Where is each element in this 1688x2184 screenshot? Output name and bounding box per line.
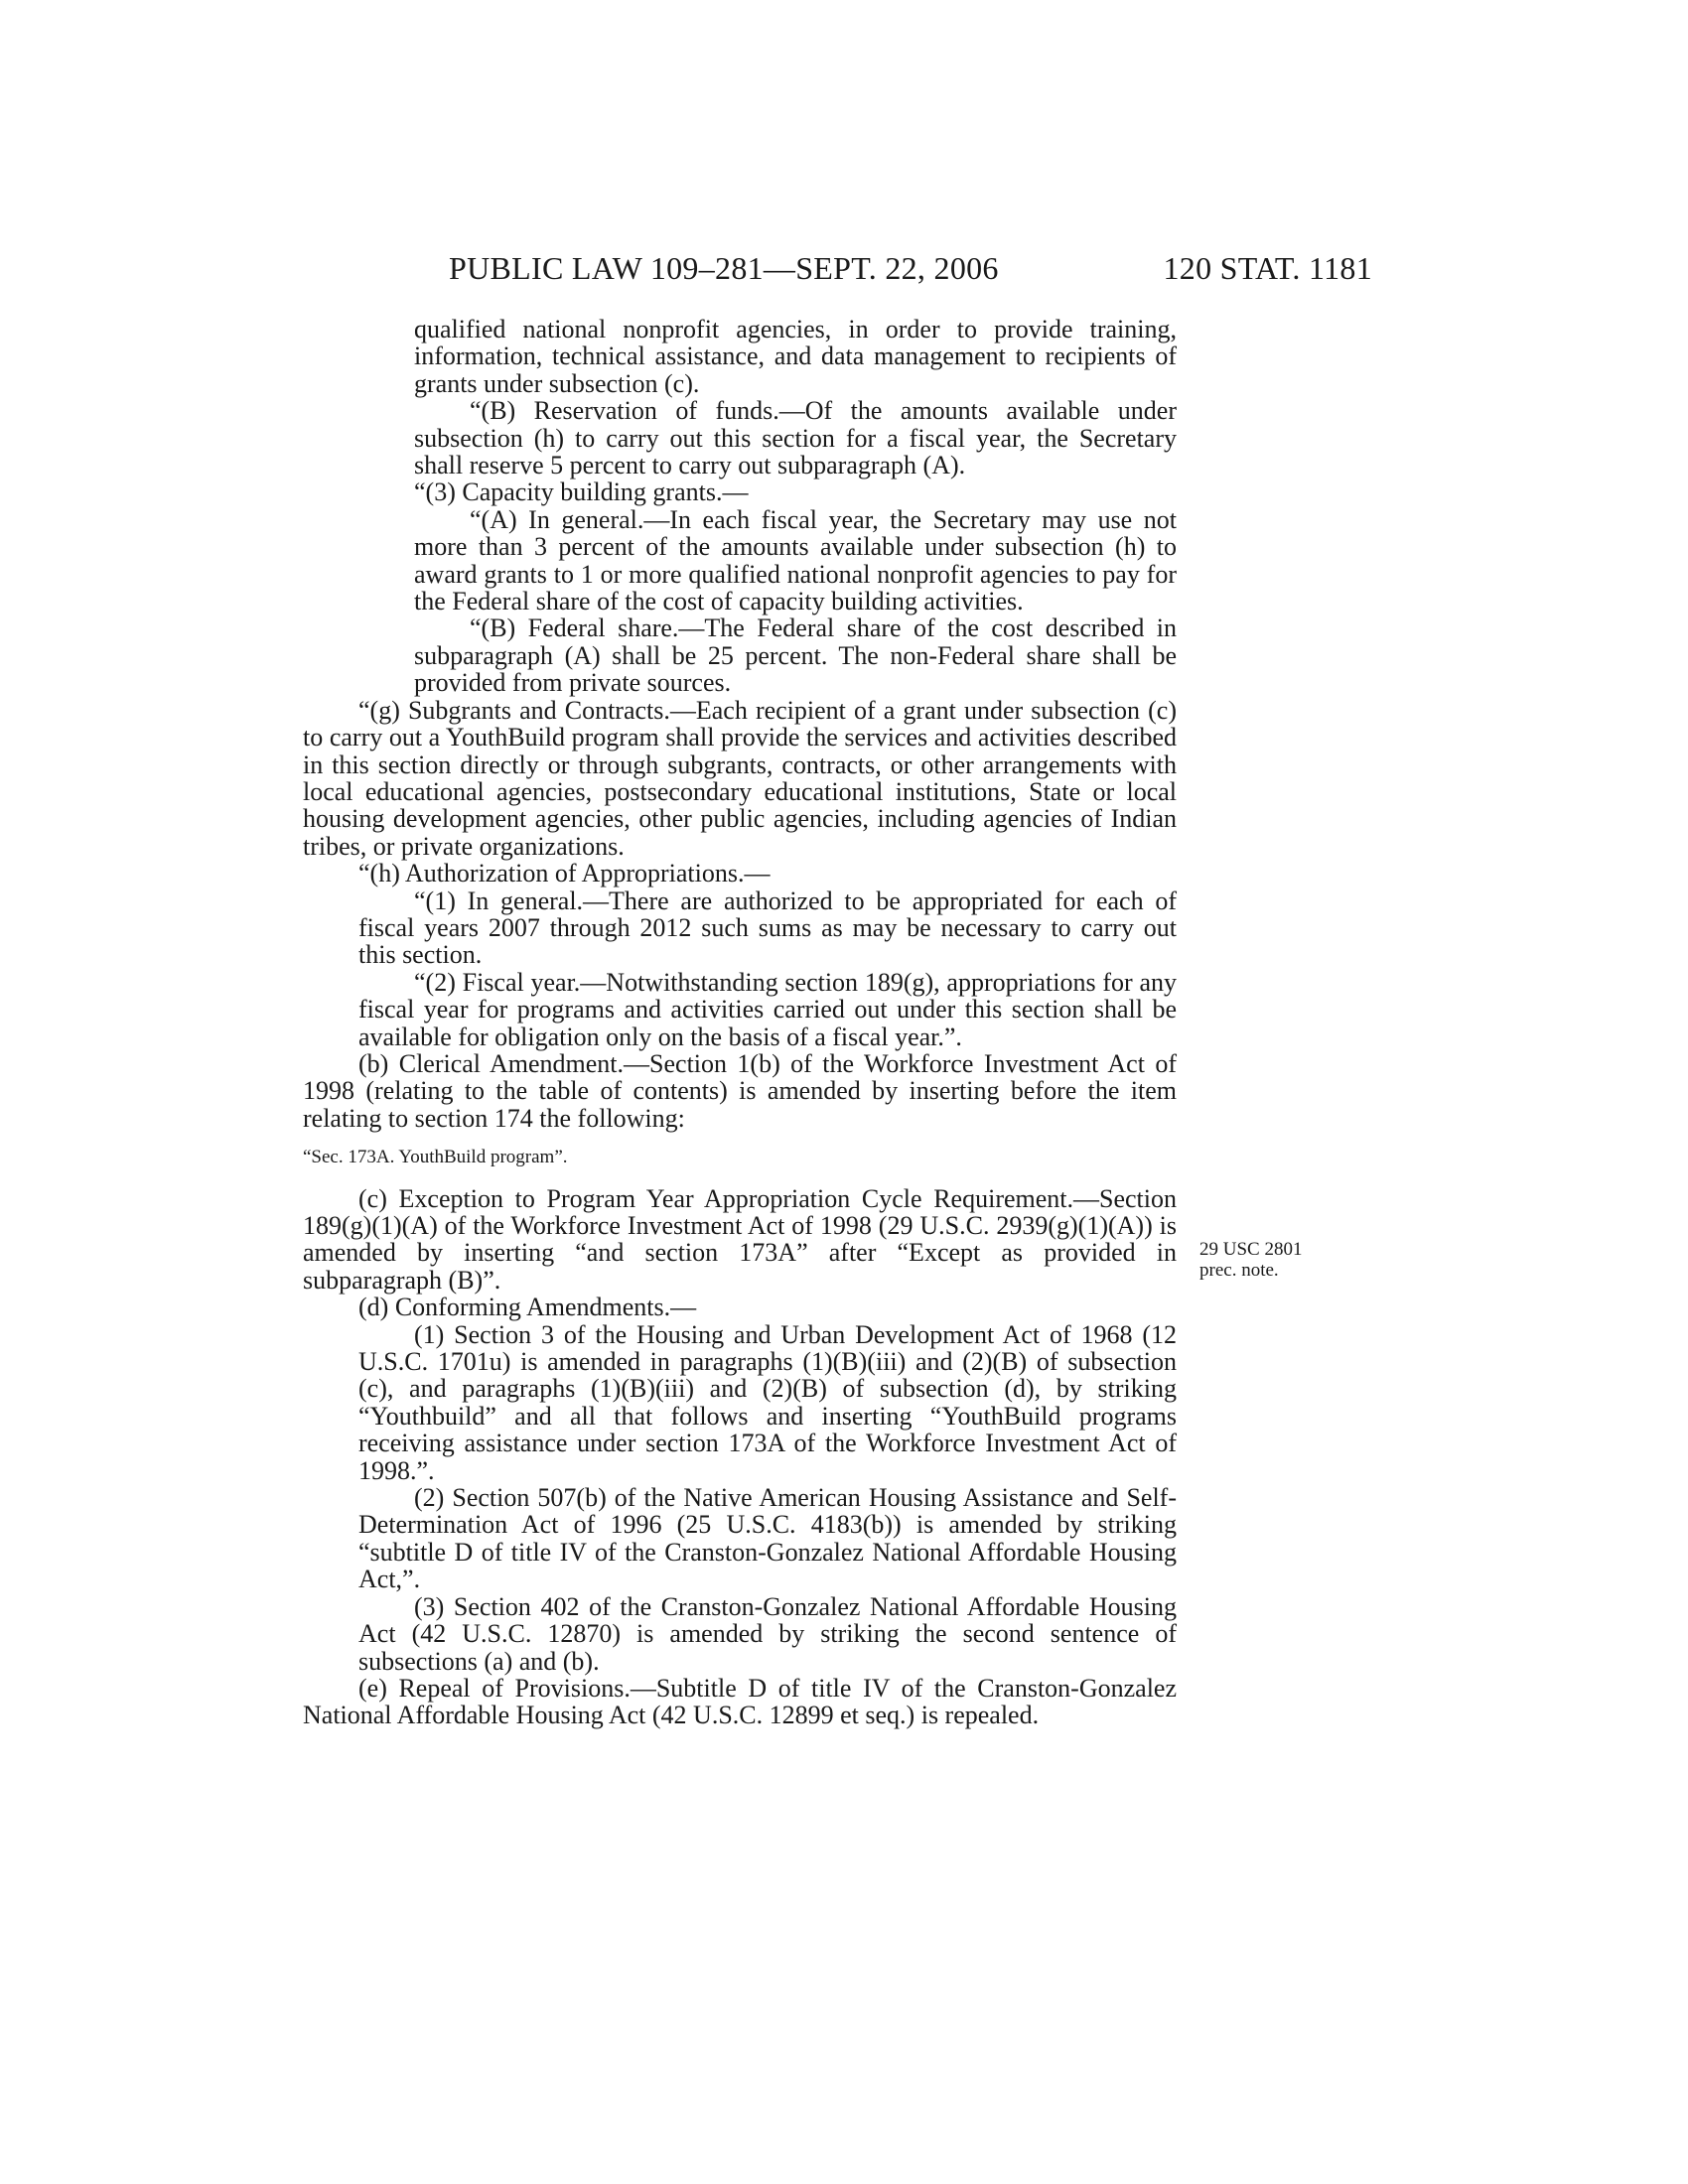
table-of-contents-item: “Sec. 173A. YouthBuild program”. (303, 1147, 568, 1168)
paragraph-d-1: (1) Section 3 of the Housing and Urban Development Act of 1968 (12 U.S.C. 1701u) is amended in paragraphs (1)(B)(iii) and (2)(B) of subsection (c), and paragraphs (1)(B)(iii) and (2)(B) of subsection (d), by striking “Youthbuild” and all that follows and inserting “YouthBuild programs receiving assistance under section 173A of the Workforce Investment Act of 1998.”. (358, 1319, 1177, 1485)
page-header (449, 250, 1372, 290)
paragraph-h-2: “(2) Fiscal year.—Notwithstanding section 189(g), appropriations for any fiscal year for programs and activities carried out under this section shall be available for obligation only on the basis of a fiscal year.”. (358, 967, 1177, 1051)
paragraph-b-clerical: (b) Clerical Amendment.—Section 1(b) of the Workforce Investment Act of 1998 (relating to the table of contents) is amended by inserting before the item relating to section 174 the following: (303, 1048, 1177, 1133)
margin-citation (1199, 1239, 1302, 1281)
paragraph-d-3: (3) Section 402 of the Cranston-Gonzalez National Affordable Housing Act (42 U.S.C. 12870) is amended by striking the second sentence of subsections (a) and (b). (358, 1591, 1177, 1676)
margin-citation-line1: 29 USC 2801 (1199, 1239, 1303, 1260)
running-head: PUBLIC LAW 109–281—SEPT. 22, 2006 (449, 250, 999, 286)
paragraph-h-1: “(1) In general.—There are authorized to be appropriated for each of fiscal years 2007 through 2012 such sums as may be necessary to carry out this section. (358, 886, 1177, 970)
paragraph-f-3-a: “(A) In general.—In each fiscal year, the Secretary may use not more than 3 percent of the amounts available under subsection (h) to award grants to 1 or more qualified national nonprofit agencies to pay for the Federal share of the cost of capacity building activities. (414, 504, 1177, 616)
margin-citation-line2: prec. note. (1199, 1260, 1279, 1281)
paragraph-f-2-b: “(B) Reservation of funds.—Of the amounts available under subsection (h) to carry out this section for a fiscal year, the Secretary shall reserve 5 percent to carry out subparagraph (A). (414, 396, 1177, 480)
paragraph-d-2: (2) Section 507(b) of the Native American Housing Assistance and Self-Determination Act of 1996 (25 U.S.C. 4183(b)) is amended by striking “subtitle D of title IV of the Cranston-Gonzalez National Affordable Housing Act,”. (358, 1483, 1177, 1594)
paragraph-c-exception: (c) Exception to Program Year Appropriation Cycle Requirement.—Section 189(g)(1)(A) of the Workforce Investment Act of 1998 (29 U.S.C. 2939(g)(1)(A)) is amended by inserting “and section 173A” after “Except as provided in subparagraph (B)”. (303, 1183, 1177, 1295)
paragraph-d-heading: (d) Conforming Amendments.— (358, 1293, 697, 1322)
paragraph-h-heading: “(h) Authorization of Appropriations.— (358, 859, 771, 888)
paragraph-f-2-a-continued: qualified national nonprofit agencies, in order to provide training, information, technical assistance, and data management to recipients of grants under subsection (c). (414, 315, 1177, 398)
document-body (303, 316, 1177, 1729)
paragraph-e-repeal: (e) Repeal of Provisions.—Subtitle D of title IV of the Cranston-Gonzalez National Affordable Housing Act (42 U.S.C. 12899 et seq.) is repealed. (303, 1673, 1177, 1730)
stat-page-number: 120 STAT. 1181 (1163, 250, 1372, 286)
paragraph-f-3-heading: “(3) Capacity building grants.— (414, 478, 749, 507)
paragraph-g: “(g) Subgrants and Contracts.—Each recipient of a grant under subsection (c) to carry out a YouthBuild program shall provide the services and activities described in this section directly or through subgrants, contracts, or other arrangements with local educational agencies, postsecondary educational institutions, State or local housing development agencies, other public agencies, including agencies of Indian tribes, or private organizations. (303, 695, 1177, 861)
paragraph-f-3-b: “(B) Federal share.—The Federal share of the cost described in subparagraph (A) shall be 25 percent. The non-Federal share shall be provided from private sources. (414, 614, 1177, 698)
